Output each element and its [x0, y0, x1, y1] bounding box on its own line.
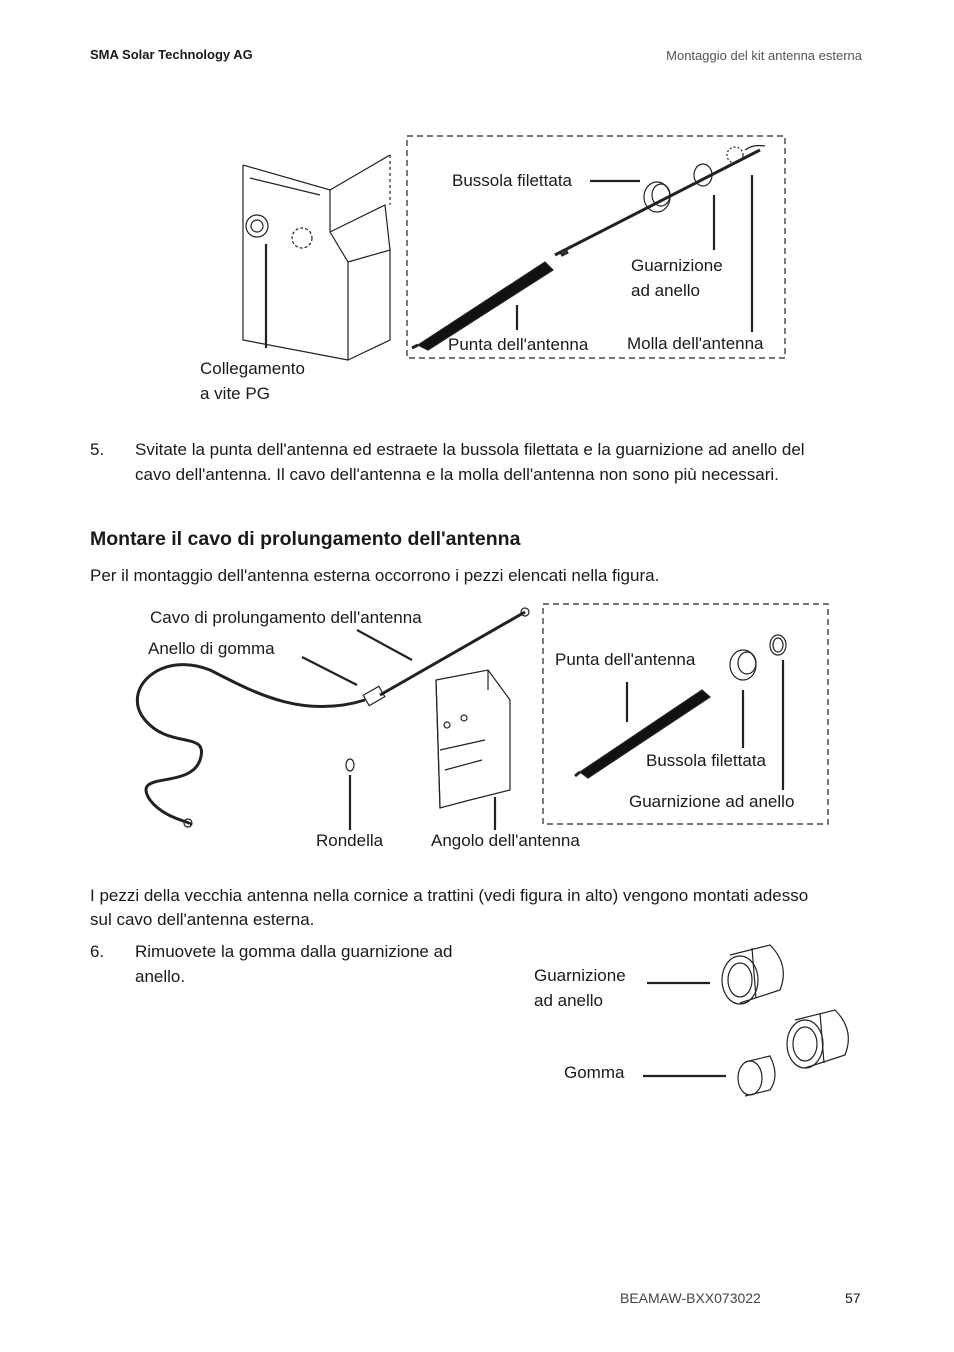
step-number: 5. — [90, 440, 105, 459]
threaded-sleeve-drawing-2 — [730, 650, 756, 680]
label-anello-gomma: Anello di gomma — [148, 639, 275, 658]
step6-line1: Rimuovete la gomma dalla guarnizione ad — [135, 942, 453, 961]
label-bussola-filettata: Bussola filettata — [452, 171, 573, 190]
step-number-6: 6. — [90, 942, 105, 961]
antenna-bracket-drawing — [436, 670, 510, 808]
ring-seal-drawing-4 — [787, 1010, 848, 1068]
ring-seal-drawing-3 — [722, 945, 783, 1004]
rubber-drawing — [738, 1056, 775, 1096]
washer-drawing — [346, 759, 354, 771]
label-guarnizione-3: Guarnizione — [534, 966, 626, 985]
label-guarnizione-anello-2: Guarnizione ad anello — [629, 792, 795, 811]
label-molla-antenna: Molla dell'antenna — [627, 334, 764, 353]
label-ad-anello-3: ad anello — [534, 991, 604, 1010]
section-heading: Montare il cavo di prolungamento dell'antenna — [90, 528, 521, 550]
company-name: SMA Solar Technology AG — [90, 47, 253, 62]
doc-code: BEAMAW-BXX073022 — [620, 1290, 761, 1306]
paragraph-line1: I pezzi della vecchia antenna nella cornice a trattini (vedi figura in alto) vengono montati adesso — [90, 886, 809, 905]
label-collegamento: Collegamento — [200, 359, 305, 378]
label-punta-antenna-2: Punta dell'antenna — [555, 650, 696, 669]
paragraph-line2: sul cavo dell'antenna esterna. — [90, 910, 315, 929]
step-text-line2: cavo dell'antenna. Il cavo dell'antenna e la molla dell'antenna non sono più necessari. — [135, 465, 779, 484]
intro-text: Per il montaggio dell'antenna esterna occorrono i pezzi elencati nella figura. — [90, 566, 660, 585]
section-title: Montaggio del kit antenna esterna — [666, 48, 862, 63]
label-rondella: Rondella — [316, 831, 384, 850]
label-ad-anello: ad anello — [631, 281, 701, 300]
step6-line2: anello. — [135, 967, 186, 986]
label-bussola-filettata-2: Bussola filettata — [646, 751, 767, 770]
spring-drawing — [727, 146, 765, 164]
label-angolo-antenna: Angolo dell'antenna — [431, 831, 580, 850]
step-text-line1: Svitate la punta dell'antenna ed estraete la bussola filettata e la guarnizione ad anello del — [135, 440, 805, 459]
label-guarnizione: Guarnizione — [631, 256, 723, 275]
label-punta-antenna: Punta dell'antenna — [448, 335, 589, 354]
label-gomma: Gomma — [564, 1063, 625, 1082]
antenna-cable — [555, 150, 760, 255]
label-cavo-prolungamento: Cavo di prolungamento dell'antenna — [150, 608, 422, 627]
ring-seal-drawing-2 — [770, 635, 786, 655]
page-number: 57 — [845, 1290, 861, 1306]
label-vite-pg: a vite PG — [200, 384, 270, 403]
